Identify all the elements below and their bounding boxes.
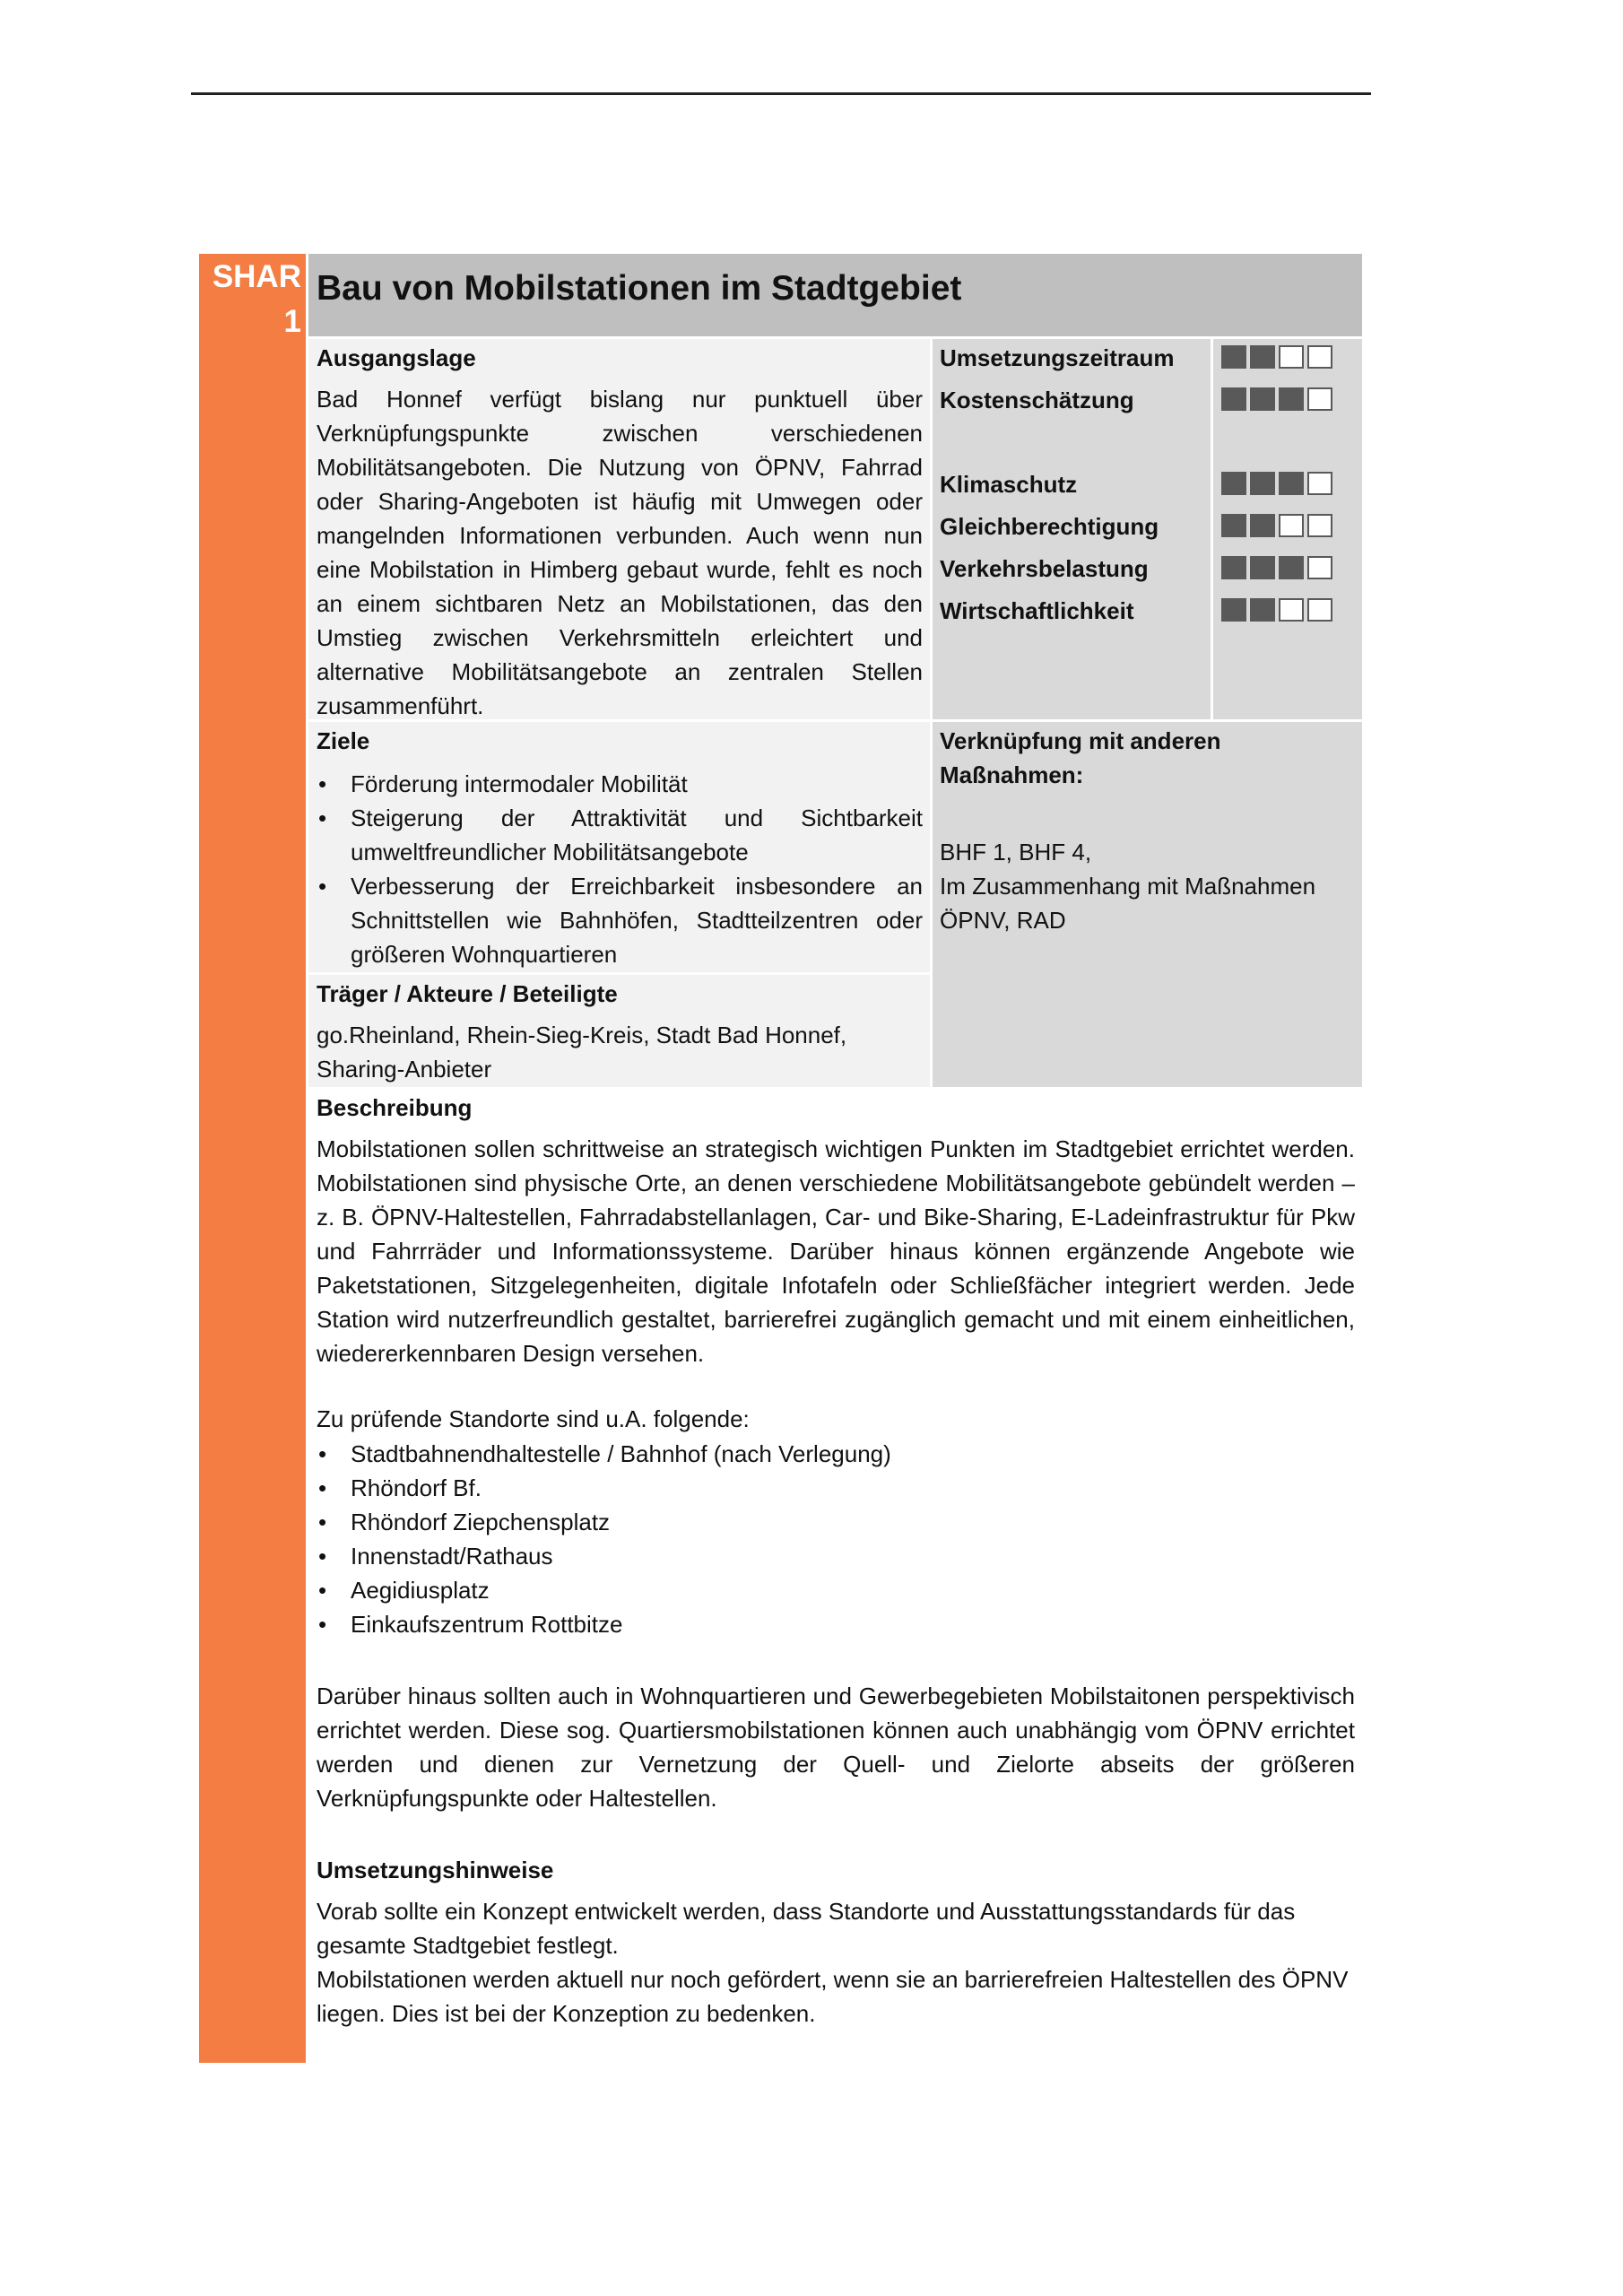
criterion-rating [1221,345,1332,370]
rating-square-empty [1307,387,1332,411]
beschreibung-outro: Darüber hinaus sollten auch in Wohnquartieren und Gewerbegebieten Mobilstaitonen perspektivisch errichtet werden. Diese sog. Quartiersmobilstationen können auch unabhängig vom ÖPNV errichtet werden und dienen zur Vernetzung der Quell- und Zielorte abseits der größeren Verknüpfungspunkte oder Haltestellen. [317,1683,1355,1812]
list-item: • Stadtbahnendhaltestelle / Bahnhof (nach Verlegung) [317,1437,1355,1471]
rating-square-empty [1307,598,1332,622]
header-rule [191,92,1371,95]
measure-code: SHAR 1 [212,259,301,339]
standorte-list [317,1437,1355,1641]
criterion-label: Kostenschätzung [940,387,1134,413]
verknuepfung-line: ÖPNV, RAD [940,907,1066,934]
beschreibung-heading: Beschreibung [317,1094,473,1121]
ausgangslage-text: Bad Honnef verfügt bislang nur punktuell über Verknüpfungspunkte zwischen verschiedenen Mobilitätsangeboten. Die Nutzung von ÖPNV, Fahrrad oder Sharing-Angeboten ist häufig mit Umwegen oder mangelnden Informationen verbunden. Auch wenn nun eine Mobilstation in Himberg gebaut wurde, fehlt es noch an einem sichtbaren Netz an Mobilstationen, das den Umstieg zwischen Verkehrsmitteln erleichtert und alternative Mobilitätsangebote an zentralen Stellen zusammenführt. [317,386,923,719]
rating-square-empty [1279,514,1304,537]
rating-square-empty [1307,472,1332,495]
umsetzung-heading: Umsetzungshinweise [317,1857,554,1883]
list-item: • Einkaufszentrum Rottbitze [317,1607,1355,1641]
beschreibung-intro: Mobilstationen sollen schrittweise an strategisch wichtigen Punkten im Stadtgebiet errichtet werden. Mobilstationen sind physische Orte, an denen verschiedene Mobilitätsangebote gebündelt werden – z. B. ÖPNV-Haltestellen, Fahrradabstellanlagen, Car- und Bike-Sharing, E-Ladeinfrastruktur für Pkw und Fahrrräder und Informationssysteme. Darüber hinaus können ergänzende Angebote wie Paketstationen, Sitzgelegenheiten, digitale Infotafeln oder Schließfächer integriert werden. Jede Station wird nutzerfreundlich gestaltet, barrierefrei zugänglich gemacht und mit einem einheitlichen, wiedererkennbaren Design versehen. [317,1135,1355,1367]
criterion-label: Klimaschutz [940,471,1078,498]
rating-square-empty [1307,556,1332,579]
rating-square-filled [1279,556,1304,579]
list-item: • Rhöndorf Ziepchensplatz [317,1505,1355,1539]
list-item: • Aegidiusplatz [317,1573,1355,1607]
criterion-label: Gleichberechtigung [940,513,1159,540]
measure-title: Bau von Mobilstationen im Stadtgebiet [317,269,962,308]
ziele-list [317,767,923,971]
category-sidebar [199,254,306,2063]
list-item: • Verbesserung der Erreichbarkeit insbesondere an Schnittstellen wie Bahnhöfen, Stadtteilzentren oder größeren Wohnquartieren [317,869,923,971]
rating-square-filled [1250,556,1275,579]
rating-square-filled [1221,514,1246,537]
criterion-rating [1221,556,1332,581]
criterion-rating [1221,472,1332,497]
criterion-rating [1221,514,1332,539]
rating-square-empty [1279,598,1304,622]
rating-square-empty [1307,514,1332,537]
verknuepfung-heading: Verknüpfung mit anderen Maßnahmen: [940,727,1221,788]
rating-square-filled [1221,387,1246,411]
rating-square-filled [1221,556,1246,579]
rating-square-filled [1250,387,1275,411]
criterion-rating [1221,598,1332,623]
rating-square-filled [1250,598,1275,622]
verknuepfung-line: BHF 1, BHF 4, [940,839,1092,865]
traeger-text: go.Rheinland, Rhein-Sieg-Kreis, Stadt Bad Honnef, Sharing-Anbieter [317,1022,847,1083]
rating-square-filled [1279,387,1304,411]
list-item: • Innenstadt/Rathaus [317,1539,1355,1573]
list-item: • Rhöndorf Bf. [317,1471,1355,1505]
rating-square-filled [1250,472,1275,495]
ausgangslage-heading: Ausgangslage [317,344,476,371]
umsetzung-text: Vorab sollte ein Konzept entwickelt werden, dass Standorte und Ausstattungsstandards für das gesamte Stadtgebiet festlegt. Mobilstationen werden aktuell nur noch gefördert, wenn sie an barrierefreien Haltestellen des ÖPNV liegen. Dies ist bei der Konzeption zu bedenken. [317,1898,1349,2027]
criterion-label: Wirtschaftlichkeit [940,597,1134,624]
rating-square-filled [1221,472,1246,495]
rating-square-filled [1221,598,1246,622]
criterion-label: Verkehrsbelastung [940,555,1149,582]
standorte-lead: Zu prüfende Standorte sind u.A. folgende: [317,1405,750,1432]
verknuepfung-line: Im Zusammenhang mit Maßnahmen [940,873,1316,900]
rating-square-empty [1279,345,1304,369]
rating-square-filled [1221,345,1246,369]
rating-square-filled [1279,472,1304,495]
ziele-heading: Ziele [317,727,370,754]
rating-square-filled [1250,514,1275,537]
criterion-label: Umsetzungszeitraum [940,344,1175,371]
rating-square-filled [1250,345,1275,369]
traeger-heading: Träger / Akteure / Beteiligte [317,980,618,1007]
list-item: • Förderung intermodaler Mobilität [317,767,923,801]
criterion-rating [1221,387,1332,413]
list-item: • Steigerung der Attraktivität und Sichtbarkeit umweltfreundlicher Mobilitätsangebote [317,801,923,869]
rating-square-empty [1307,345,1332,369]
